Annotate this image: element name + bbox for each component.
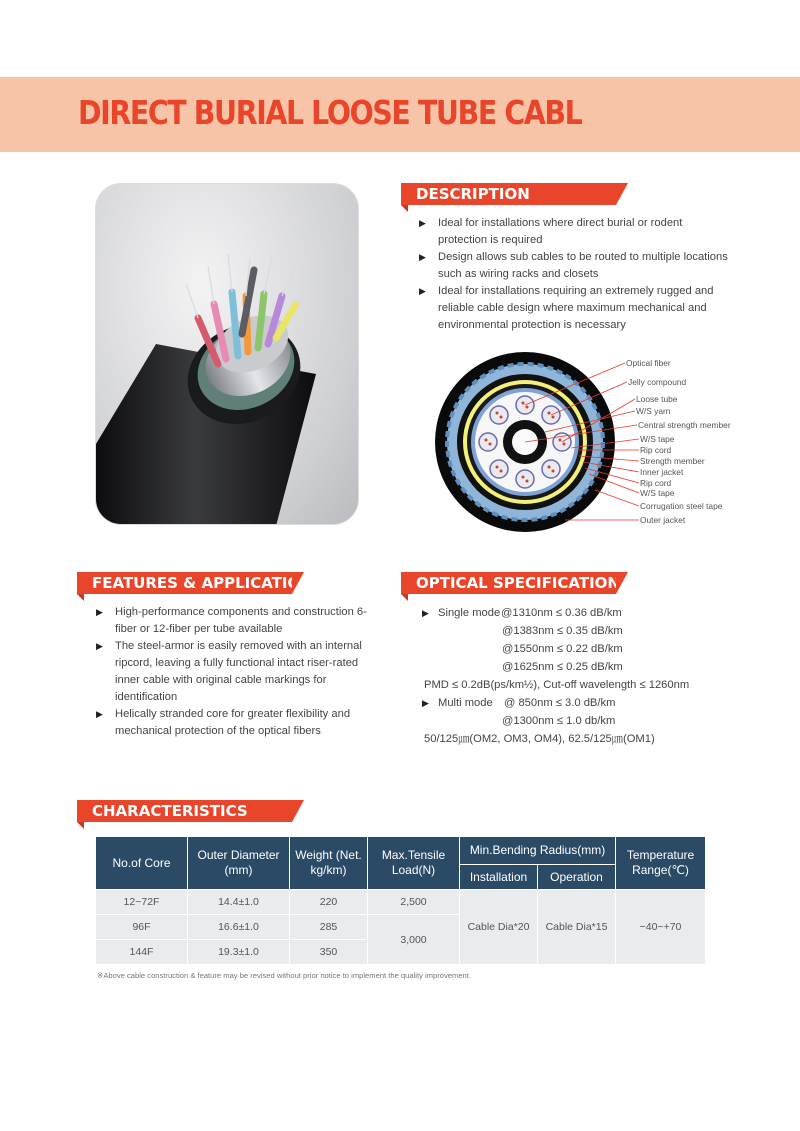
multi-mode-label: Multi mode <box>438 697 493 709</box>
description-item: ▶ Ideal for installations where direct burial or rodent protection is required <box>418 215 728 249</box>
label-strength-member: Strength member <box>640 456 705 466</box>
cross-section-diagram <box>425 352 745 532</box>
table-header-row <box>96 837 706 865</box>
cell-installation: Cable Dia*20 <box>460 890 538 965</box>
optical-heading: OPTICAL SPECIFICATIONS <box>401 572 616 594</box>
footnote: ※Above cable construction & feature may be revised without prior notice to implement the quality improvement. <box>97 971 471 980</box>
description-item: ▶ Ideal for installations requiring an extremely rugged and reliable cable design where maximum mechanical and environmental protection is necessary <box>418 283 728 334</box>
optical-specs <box>422 604 752 748</box>
cable-photo <box>95 183 359 525</box>
cell-diameter: 14.4±1.0 <box>188 890 290 915</box>
spec-row <box>422 622 752 640</box>
pmd-spec: PMD ≤ 0.2dB(ps/km½), Cut-off wavelength ≤ 1260nm <box>424 679 690 691</box>
header-operation: Operation <box>538 865 616 890</box>
cell-core: 12~72F <box>96 890 188 915</box>
description-item: ▶ Design allows sub cables to be routed to multiple locations such as wiring racks and closets <box>418 249 728 283</box>
cell-core: 144F <box>96 940 188 965</box>
header-core: No.of Core <box>96 837 188 890</box>
features-item: ▶ The steel-armor is easily removed with an internal ripcord, leaving a fully functional intact riser-rated inner cable with original cable markings for identification <box>95 638 380 706</box>
label-ws-tape-1: W/S tape <box>640 434 675 444</box>
label-ws-tape-2: W/S tape <box>640 488 675 498</box>
single-mode-value: @1550nm ≤ 0.22 dB/km <box>502 643 623 655</box>
multi-mode-value: @1300nm ≤ 1.0 db/km <box>502 715 616 727</box>
description-list <box>418 215 728 334</box>
cell-temperature: −40~+70 <box>616 890 706 965</box>
description-heading: DESCRIPTION <box>401 183 616 205</box>
header-bending: Min.Bending Radius(mm) <box>460 837 616 865</box>
features-heading: FEATURES & APPLICATIONS <box>77 572 292 594</box>
bullet-triangle-icon: ▶ <box>422 698 429 708</box>
cell-weight: 285 <box>290 915 368 940</box>
label-optical-fiber: Optical fiber <box>626 358 671 368</box>
cell-operation: Cable Dia*15 <box>538 890 616 965</box>
cable-illustration <box>96 184 359 525</box>
features-item: ▶ High-performance components and construction 6-fiber or 12-fiber per tube available <box>95 604 380 638</box>
cell-tensile: 3,000 <box>368 915 460 965</box>
header-installation: Installation <box>460 865 538 890</box>
spec-row <box>422 676 752 694</box>
label-rip-cord-1: Rip cord <box>640 445 672 455</box>
label-outer-jacket: Outer jacket <box>640 515 686 525</box>
spec-row <box>422 640 752 658</box>
spec-row <box>422 604 752 622</box>
table-row <box>96 890 706 915</box>
cell-weight: 220 <box>290 890 368 915</box>
single-mode-value: @1310nm ≤ 0.36 dB/km <box>501 607 622 619</box>
label-corrugation-steel-tape: Corrugation steel tape <box>640 501 723 511</box>
cell-core: 96F <box>96 915 188 940</box>
header-tensile: Max.Tensile Load(N) <box>368 837 460 890</box>
page-title: DIRECT BURIAL LOOSE TUBE CABL <box>78 93 582 132</box>
single-mode-value: @1625nm ≤ 0.25 dB/km <box>502 661 623 673</box>
spec-row <box>422 658 752 676</box>
label-jelly-compound: Jelly compound <box>628 377 687 387</box>
cell-tensile: 2,500 <box>368 890 460 915</box>
bullet-triangle-icon: ▶ <box>422 608 429 618</box>
label-central-strength-member: Central strength member <box>638 420 731 430</box>
features-list <box>95 604 380 740</box>
spec-row <box>422 712 752 730</box>
characteristics-table <box>95 836 706 965</box>
cell-diameter: 16.6±1.0 <box>188 915 290 940</box>
spec-row <box>422 730 752 748</box>
features-item: ▶ Helically stranded core for greater flexibility and mechanical protection of the optical fibers <box>95 706 380 740</box>
cell-weight: 350 <box>290 940 368 965</box>
multi-mode-value: @ 850nm ≤ 3.0 dB/km <box>504 697 616 709</box>
header-diameter: Outer Diameter (mm) <box>188 837 290 890</box>
header-weight: Weight (Net. kg/km) <box>290 837 368 890</box>
spec-row <box>422 694 752 712</box>
title-band <box>0 77 800 152</box>
label-loose-tube: Loose tube <box>636 394 678 404</box>
label-ws-yarn: W/S yarn <box>636 406 671 416</box>
cell-diameter: 19.3±1.0 <box>188 940 290 965</box>
label-rip-cord-2: Rip cord <box>640 478 672 488</box>
single-mode-label: Single mode <box>438 607 501 619</box>
label-inner-jacket: Inner jacket <box>640 467 684 477</box>
fiber-types: 50/125㎛(OM2, OM3, OM4), 62.5/125㎛(OM1) <box>424 733 655 745</box>
characteristics-heading: CHARACTERISTICS <box>77 800 292 822</box>
header-temperature: Temperature Range(℃) <box>616 837 706 890</box>
single-mode-value: @1383nm ≤ 0.35 dB/km <box>502 625 623 637</box>
